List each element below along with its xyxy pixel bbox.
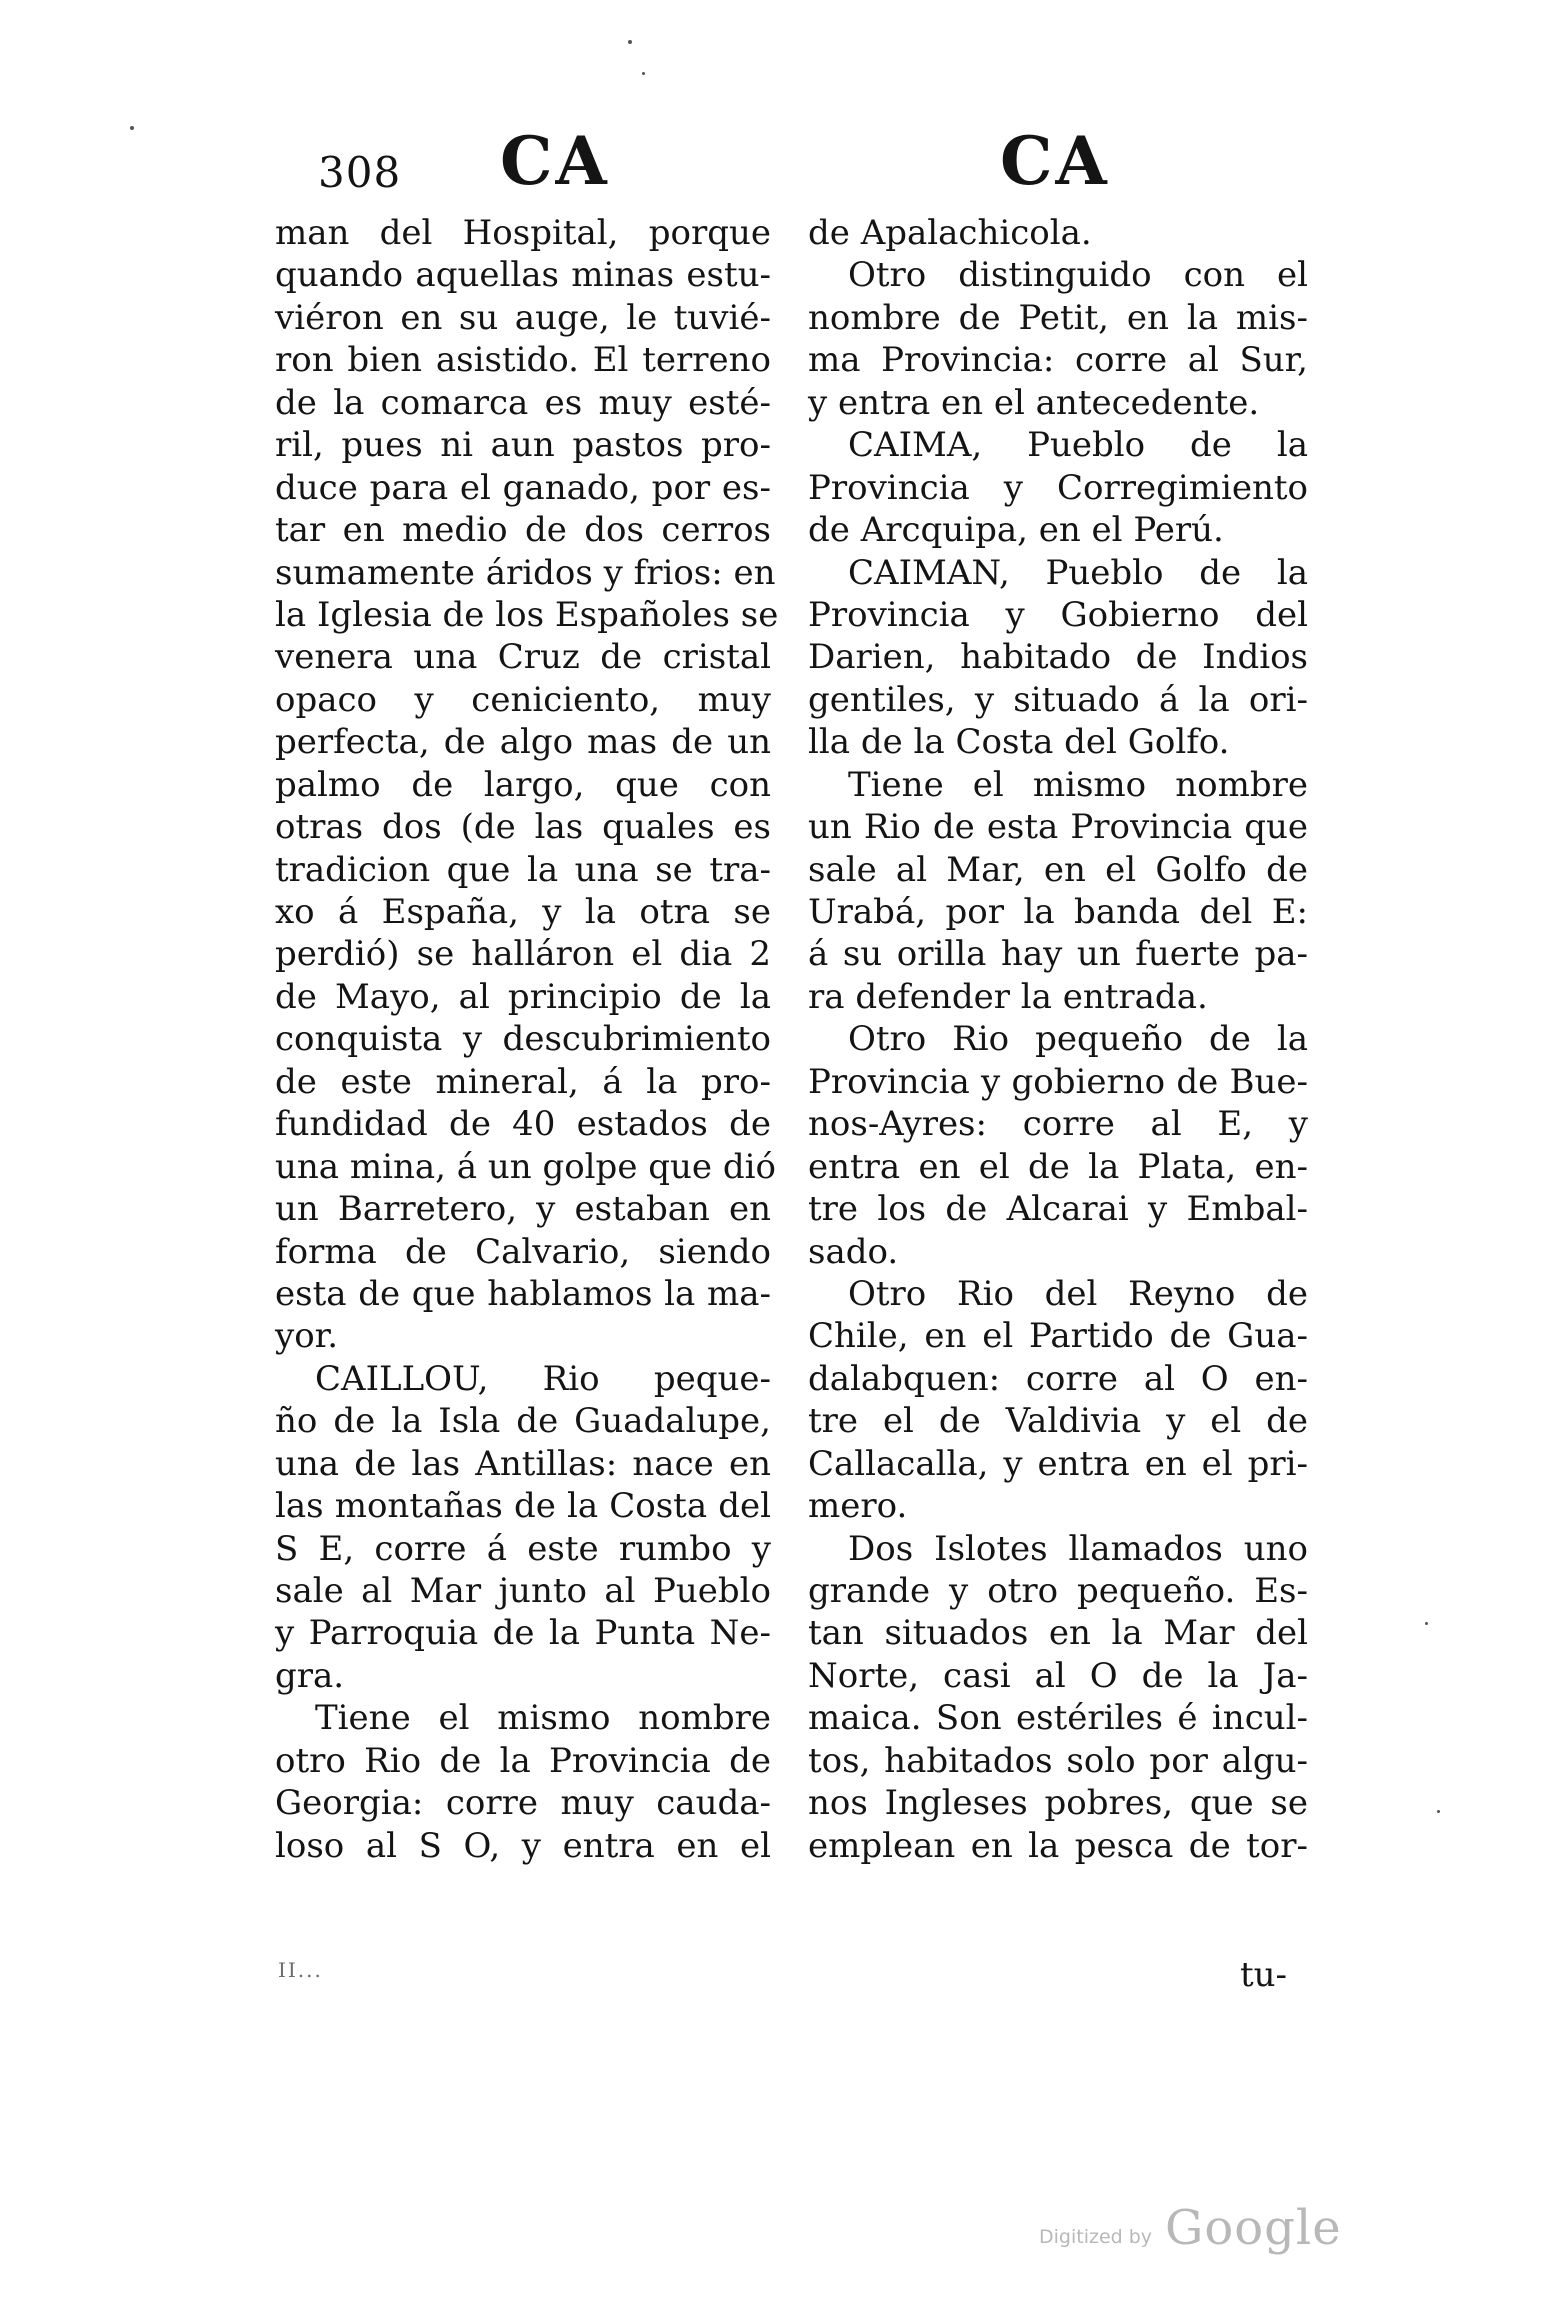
text-line: Provincia y Gobierno del (808, 594, 1308, 635)
text-line: la Iglesia de los Españoles se (275, 594, 779, 635)
digitization-watermark (1039, 2200, 1349, 2270)
text-line: palmo de largo, que con (275, 764, 771, 805)
text-line: xo á España, y la otra se (275, 892, 771, 932)
text-line: tre el de Valdivia y el de (808, 1401, 1308, 1442)
text-line: entra en el de la Plata, en- (808, 1146, 1308, 1187)
text-line: viéron en su auge, le tuvié- (275, 297, 771, 338)
text-line: sado. (808, 1231, 899, 1272)
text-line: Chile, en el Partido de Gua- (808, 1316, 1308, 1357)
text-line: esta de que hablamos la ma- (275, 1273, 771, 1314)
text-line: de Mayo, al principio de la (275, 976, 771, 1017)
text-line: Provincia y Corregimiento (808, 467, 1308, 508)
text-line: ma Provincia: corre al Sur, (808, 340, 1308, 381)
text-line: S E, corre á este rumbo y (275, 1528, 771, 1569)
text-line: maica. Son estériles é incul- (808, 1698, 1308, 1739)
text-line: mero. (808, 1486, 908, 1527)
text-line: de este mineral, á la pro- (275, 1061, 771, 1102)
text-line: ron bien asistido. El terreno (275, 340, 771, 381)
catchword: tu- (1240, 1955, 1288, 1995)
text-line: un Rio de esta Provincia que (808, 807, 1308, 848)
text-line: de Apalachicola. (808, 213, 1092, 253)
text-line: duce para el ganado, por es- (275, 467, 771, 508)
text-line: Otro Rio pequeño de la (848, 1019, 1308, 1060)
text-line: venera una Cruz de cristal (275, 637, 771, 678)
text-line: Darien, habitado de Indios (808, 637, 1308, 678)
text-line: otras dos (de las quales es (275, 807, 771, 848)
text-line: man del Hospital, porque (275, 213, 771, 253)
text-line: perfecta, de algo mas de un (275, 722, 771, 763)
text-line: á su orilla hay un fuerte pa- (808, 934, 1308, 975)
text-line: sale al Mar junto al Pueblo (275, 1571, 771, 1611)
page-header (0, 118, 1551, 208)
ink-speck (130, 126, 134, 130)
text-line: perdió) se halláron el dia 2 (275, 934, 771, 975)
text-line: Urabá, por la banda del E: (808, 892, 1308, 932)
text-line: grande y otro pequeño. Es- (808, 1571, 1308, 1611)
ink-speck (1425, 1622, 1428, 1625)
text-line: CAIMAN, Pueblo de la (848, 552, 1308, 593)
text-line: las montañas de la Costa del (275, 1486, 771, 1527)
text-line: sale al Mar, en el Golfo de (808, 849, 1308, 890)
text-line: conquista y descubrimiento (275, 1019, 771, 1060)
text-line: Georgia: corre muy cauda- (275, 1783, 771, 1824)
ink-speck (642, 72, 645, 75)
text-line: sumamente áridos y frios: en (275, 552, 776, 593)
text-line: gentiles, y situado á la ori- (808, 679, 1308, 720)
text-line: tar en medio de dos cerros (275, 510, 771, 551)
text-line: forma de Calvario, siendo (275, 1231, 771, 1272)
left-text-column (275, 212, 779, 1867)
text-line: Tiene el mismo nombre (848, 764, 1308, 805)
text-line: Otro distinguido con el (848, 255, 1308, 296)
ink-speck (1437, 1810, 1440, 1813)
text-line: Callacalla, y entra en el pri- (808, 1443, 1308, 1484)
text-line: otro Rio de la Provincia de (275, 1740, 771, 1781)
text-line: tos, habitados solo por algu- (808, 1740, 1308, 1781)
text-line: y entra en el antecedente. (808, 382, 1260, 423)
right-text-column (808, 212, 1308, 1867)
text-line: nos Ingleses pobres, que se (808, 1783, 1308, 1824)
text-line: una mina, á un golpe que dió (275, 1146, 776, 1187)
text-line: ril, pues ni aun pastos pro- (275, 425, 771, 466)
text-line: opaco y ceniciento, muy (275, 679, 771, 720)
text-line: de Arcquipa, en el Perú. (808, 510, 1224, 551)
text-line: tradicion que la una se tra- (275, 849, 771, 890)
text-line: quando aquellas minas estu- (275, 255, 771, 296)
text-line: tan situados en la Mar del (808, 1613, 1308, 1654)
text-line: Provincia y gobierno de Bue- (808, 1061, 1308, 1102)
signature-mark: II... (278, 1958, 323, 1982)
text-line: gra. (275, 1655, 345, 1696)
running-head-right: CA (1000, 122, 1110, 200)
text-line: fundidad de 40 estados de (275, 1104, 771, 1145)
page-number: 308 (318, 148, 402, 197)
text-line: nombre de Petit, en la mis- (808, 297, 1308, 338)
text-line: y Parroquia de la Punta Ne- (275, 1613, 771, 1654)
text-line: un Barretero, y estaban en (275, 1189, 771, 1230)
watermark-prefix: Digitized by (1039, 2226, 1153, 2248)
text-line: Tiene el mismo nombre (315, 1698, 771, 1739)
watermark-logo: Google (1165, 2200, 1342, 2256)
text-line: CAILLOU, Rio peque- (315, 1358, 771, 1399)
text-line: yor. (275, 1316, 339, 1357)
text-line: emplean en la pesca de tor- (808, 1825, 1308, 1866)
text-line: ño de la Isla de Guadalupe, (275, 1401, 771, 1442)
text-line: Otro Rio del Reyno de (848, 1273, 1308, 1314)
text-line: de la comarca es muy esté- (275, 382, 771, 423)
text-line: dalabquen: corre al O en- (808, 1358, 1308, 1399)
text-line: lla de la Costa del Golfo. (808, 722, 1230, 763)
text-line: tre los de Alcarai y Embal- (808, 1189, 1308, 1230)
text-line: una de las Antillas: nace en (275, 1443, 771, 1484)
text-line: ra defender la entrada. (808, 976, 1208, 1017)
text-line: Dos Islotes llamados uno (848, 1528, 1308, 1569)
text-line: loso al S O, y entra en el (275, 1825, 771, 1866)
ink-speck (628, 40, 632, 44)
text-line: nos-Ayres: corre al E, y (808, 1104, 1308, 1145)
text-line: Norte, casi al O de la Ja- (808, 1655, 1308, 1696)
running-head-left: CA (500, 122, 610, 200)
text-line: CAIMA, Pueblo de la (848, 425, 1308, 466)
